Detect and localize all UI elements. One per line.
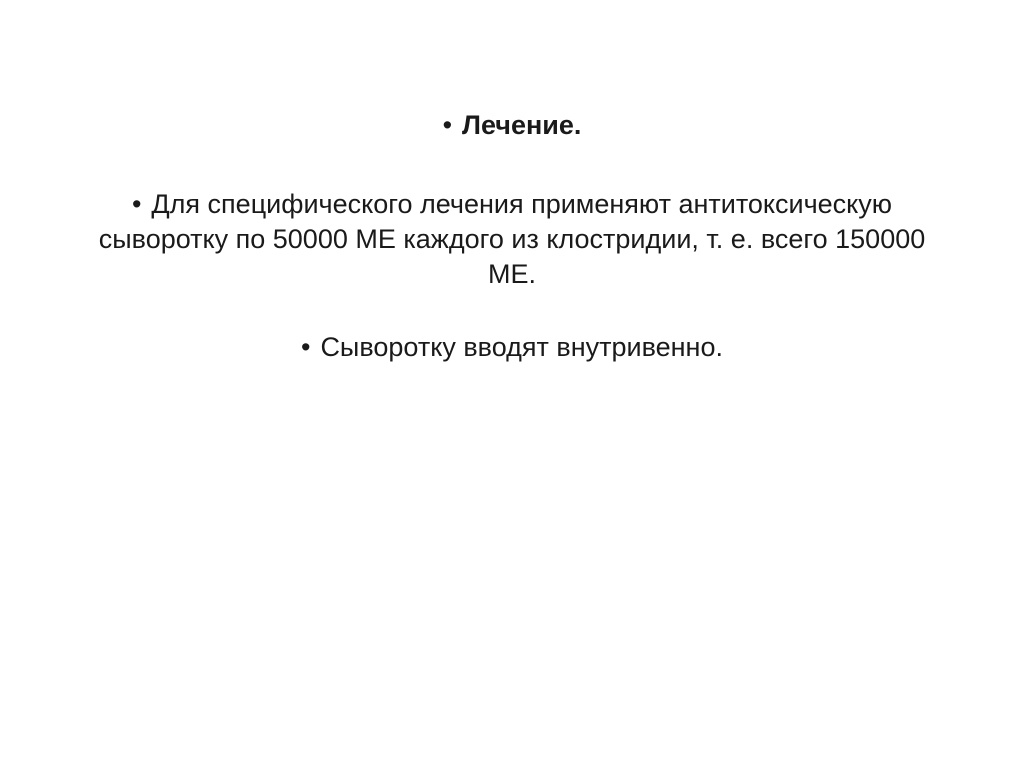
- bullet-item-administration: [80, 330, 944, 365]
- bullet-dot-icon: •: [442, 110, 453, 140]
- bullet-item-heading: [80, 108, 944, 143]
- treatment-text: Для специфического лечения применяют антитоксическую сыворотку по 50000 МЕ каждого из клостридии, т. е. всего 150000 МЕ.: [98, 189, 926, 289]
- bullet-dot-icon: •: [131, 189, 142, 219]
- bullet-list: [80, 108, 944, 403]
- heading-text: Лечение.: [462, 110, 582, 140]
- bullet-dot-icon: •: [300, 332, 311, 362]
- administration-text: Сыворотку вводят внутривенно.: [320, 332, 723, 362]
- bullet-item-treatment: [80, 187, 944, 292]
